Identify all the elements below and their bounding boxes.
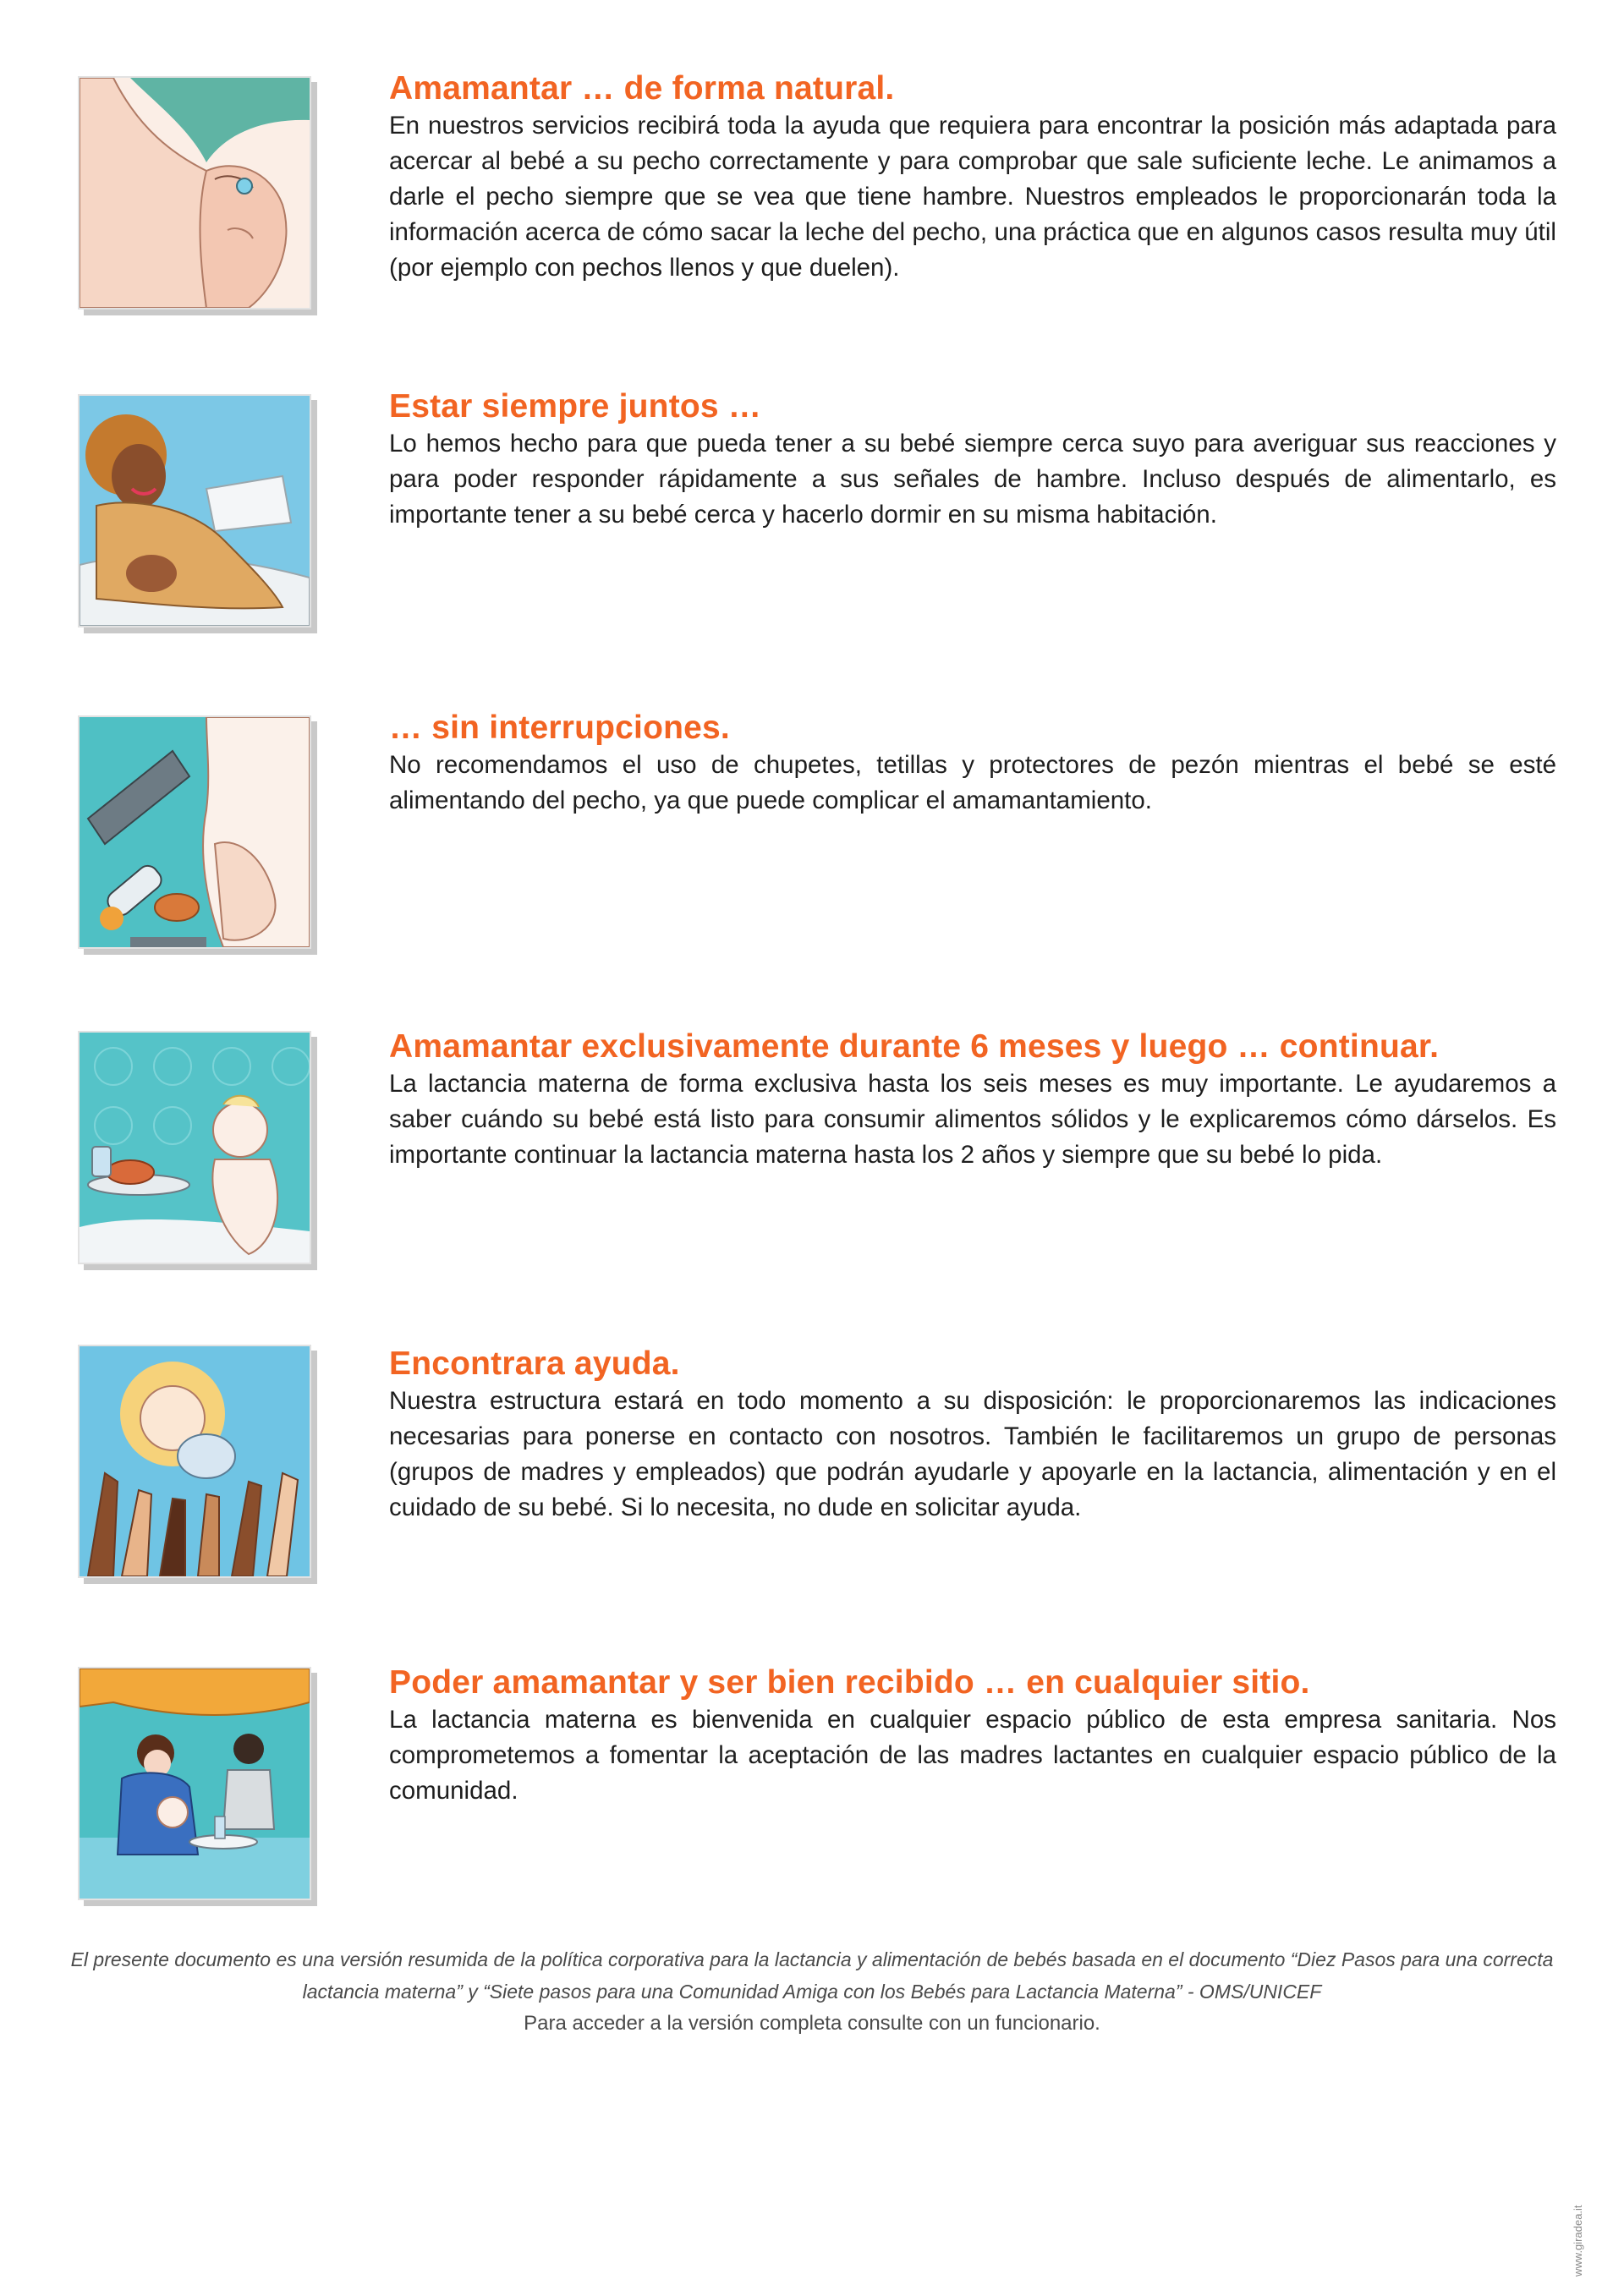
section-body: La lactancia materna de forma exclusiva hasta los seis meses es muy importante. Le ayudaremos a saber cuándo su bebé está listo para consumir alimentos sólidos y le explicaremos cómo dárselos. Es importante continuar la lactancia materna hasta los 2 años y siempre que su bebé lo pida. (389, 1070, 1556, 1169)
section-title: Amamantar … de forma natural. (389, 70, 895, 107)
footer-access-note: Para acceder a la versión completa consulte con un funcionario. (524, 2012, 1100, 2035)
baby-with-food-tray-illustration (78, 1031, 311, 1264)
section-body: Nuestra estructura estará en todo momento a su disposición: le proporcionaremos las indicaciones necesarias para ponerse en contacto con nosotros. También le facilitaremos un grupo de personas (grupos de madres y empleados) que podrán ayudarle y apoyarle en la lactancia, alimentación y en el cuidado de su bebé. Si lo necesita, no dude en solicitar ayuda. (389, 1387, 1556, 1521)
section-title: Encontrara ayuda. (389, 1345, 680, 1382)
section-text (389, 1027, 1556, 1173)
section-body: En nuestros servicios recibirá toda la ayuda que requiera para encontrar la posición más adaptada para acercar al bebé a su pecho correctamente y para comprobar que sale suficiente leche. Le animamos a darle el pecho siempre que se vea que tiene hambre. Nuestros empleados le proporcionarán toda la información acerca de cómo sacar la leche del pecho, una práctica que en algunos casos resulta muy útil (por ejemplo con pechos llenos y que duelen). (389, 112, 1556, 282)
section-text (389, 709, 1556, 819)
section-body: No recomendamos el uso de chupetes, tetillas y protectores de pezón mientras el bebé se esté alimentando del pecho, ya que puede complicar el amamantamiento. (389, 751, 1556, 814)
section-title: Amamantar exclusivamente durante 6 meses y luego … continuar. (389, 1028, 1440, 1065)
section-body: La lactancia materna es bienvenida en cualquier espacio público de esta empresa sanitaria. Nos comprometemos a fomentar la aceptación de las madres lactantes en cualquier espacio público de la comunidad. (389, 1706, 1556, 1805)
section-title: Estar siempre juntos … (389, 388, 762, 425)
footer-note: El presente documento es una versión resumida de la política corporativa para la lactancia y alimentación de bebés basada en el documento “Diez Pasos para una correcta lactancia materna” y “Siete pasos para una Comunidad Amiga con los Bebés para Lactancia Materna” - OMS/UNICEF (70, 1948, 1554, 2003)
supporting-hands-drawing (80, 1346, 310, 1576)
section-body: Lo hemos hecho para que pueda tener a su bebé siempre cerca suyo para averiguar sus reacciones y para poder responder rápidamente a sus señales de hambre. Incluso después de alimentarlo, es importante tener a su bebé cerca y hacerlo dormir en su misma habitación. (389, 430, 1556, 529)
section-text (389, 1663, 1556, 1809)
section-title: … sin interrupciones. (389, 710, 730, 746)
bottle-and-pacifier-drawing (80, 717, 310, 947)
mother-and-baby-in-bed-illustration (78, 394, 311, 627)
mother-at-cafe-illustration (78, 1667, 311, 1900)
breastfeeding-closeup-drawing (80, 78, 310, 308)
footer (68, 1943, 1556, 2040)
publisher-credit: www.giradea.it (1572, 2205, 1584, 2277)
mother-and-baby-drawing (80, 396, 310, 626)
section-title: Poder amamantar y ser bien recibido … en cualquier sitio. (389, 1664, 1310, 1701)
cafe-scene-drawing (80, 1669, 310, 1899)
supporting-hands-illustration (78, 1345, 311, 1578)
baby-bottle-pacifier-illustration (78, 715, 311, 949)
baby-with-food-drawing (80, 1033, 310, 1263)
breastfeeding-closeup-illustration (78, 76, 311, 310)
section-text (389, 1345, 1556, 1526)
section-text (389, 387, 1556, 533)
section-text (389, 69, 1556, 286)
